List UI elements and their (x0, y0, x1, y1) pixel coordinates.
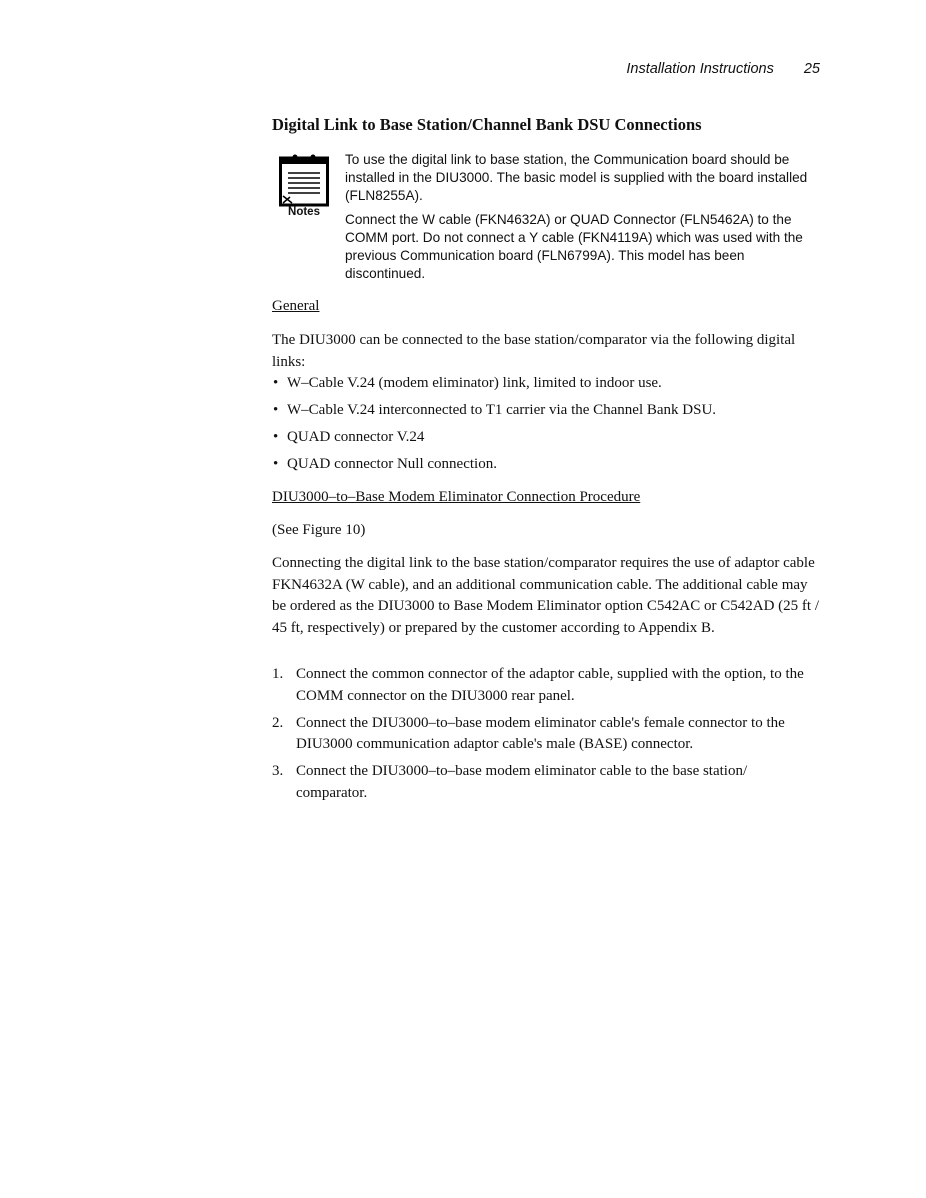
step-number: 2. (272, 714, 284, 731)
notes-label: Notes (288, 206, 320, 218)
note-paragraph: Connect the W cable (FKN4632A) or QUAD Connector (FLN5462A) to the COMM port. Do not connect a Y cable (FKN4119A) which was used with the previous Communication board (FLN6799A). This model has been discontinued. (345, 212, 803, 281)
bullet-icon: • (273, 456, 279, 472)
header-title: Installation Instructions (626, 61, 774, 77)
figure-reference: (See Figure 10) (272, 522, 366, 538)
list-item: • QUAD connector Null connection. (272, 454, 820, 476)
bullet-icon: • (273, 375, 279, 391)
procedure-intro: Connecting the digital link to the base station/comparator requires the use of adaptor cable FKN4632A (W cable), and an additional communication cable. The additional cable may be ordered as the DIU3000 to Base Modem Eliminator option C542AC or C542AD (25 ft / 45 ft, respectively) or prepared by the customer according to Appendix B. (272, 555, 820, 636)
step-number: 1. (272, 666, 284, 682)
step-text: Connect the DIU3000–to–base modem eliminator cable to the base station/ comparator. (296, 763, 748, 801)
list-item (272, 761, 820, 804)
procedure-steps (272, 664, 820, 810)
section-title: Digital Link to Base Station/Channel Bank DSU Connections (272, 115, 702, 134)
link-options-list (272, 373, 820, 481)
list-item: • QUAD connector V.24 (272, 427, 820, 449)
note-paragraph: To use the digital link to base station, the Communication board should be installed in the DIU3000. The basic model is supplied with the board installed (FLN8255A). (345, 152, 808, 203)
list-item (272, 664, 820, 707)
list-item: • W–Cable V.24 interconnected to T1 carrier via the Channel Bank DSU. (272, 400, 820, 422)
step-text: Connect the common connector of the adaptor cable, supplied with the option, to the COMM connector on the DIU3000 rear panel. (296, 666, 804, 704)
page-number: 25 (803, 61, 820, 77)
step-text: Connect the DIU3000–to–base modem eliminator cable's female connector to the DIU3000 communication adaptor cable's male (BASE) connector. (296, 714, 785, 752)
general-heading: General (272, 298, 320, 314)
procedure-heading: DIU3000–to–Base Modem Eliminator Connection Procedure (272, 489, 641, 505)
bullet-icon: • (273, 429, 279, 445)
step-number: 3. (272, 763, 284, 779)
page-header (560, 61, 820, 77)
list-item (272, 713, 820, 756)
bullet-icon: • (273, 402, 279, 418)
general-intro: The DIU3000 can be connected to the base station/comparator via the following digital links: (272, 332, 796, 370)
list-item: • W–Cable V.24 (modem eliminator) link, limited to indoor use. (272, 373, 820, 395)
